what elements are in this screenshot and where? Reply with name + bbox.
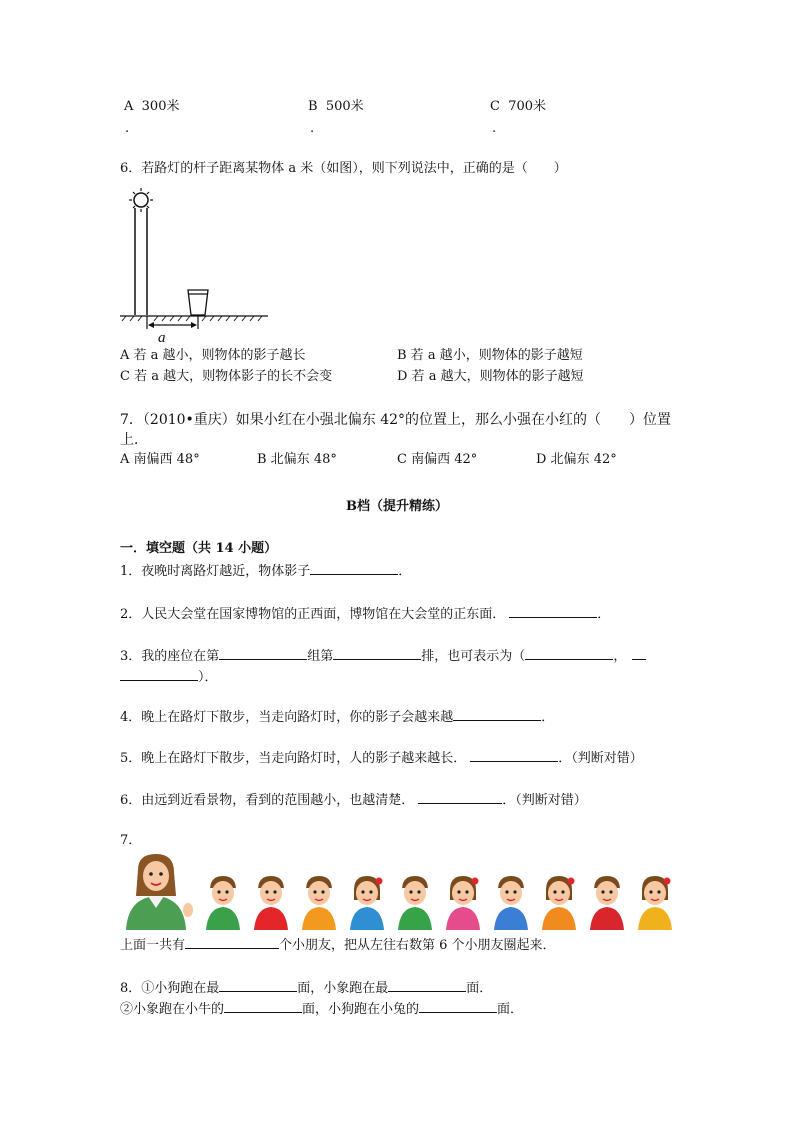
fill-question-3-cont: ）． [120,668,218,686]
fill-question-7: 上面一共有 个小朋友，把从左往右数第 6 个小朋友圈起来． [120,938,556,953]
q7-stem-line1: 7．（2010•重庆）如果小红在小强北偏东 42°的位置上，那么小强在小红的（ ）位置 [120,412,672,428]
child-figure [296,874,342,930]
q7-option-a: A 南偏西 48° [120,452,200,467]
section-title: B档（提升精练） [346,499,448,514]
answer-blank[interactable] [219,979,297,992]
q6-option-b: B 若 a 越小，则物体的影子越短 [397,348,583,363]
q5-option-a: A 300米 [124,99,180,114]
fill-question-5: 5．晚上在路灯下散步，当走向路灯时，人的影子越来越长． ．（判断对错） [120,751,643,766]
q7-option-b: B 北偏东 48° [257,452,337,467]
q5-option-b-dot: . [310,121,315,136]
child-figure [632,874,678,930]
q6-option-a: A 若 a 越小，则物体的影子越长 [120,348,306,363]
child-figure [248,874,294,930]
answer-blank[interactable] [388,979,466,992]
bucket-icon [188,290,208,315]
fill-question-8-line1: 8．①小狗跑在最 面，小象跑在最 面． [120,981,493,996]
ground-line [120,316,268,321]
q6-option-d: D 若 a 越大，则物体的影子越短 [397,369,584,384]
q6-stem: 6．若路灯的杆子距离某物体 a 米（如图），则下列说法中，正确的是（ ） [120,161,567,176]
answer-blank[interactable] [419,1000,497,1013]
q7-stem-line2: 上． [120,432,148,448]
answer-blank[interactable] [509,605,597,618]
fill-question-2: 2．人民大会堂在国家博物馆的正西面，博物馆在大会堂的正东面． ． [120,607,611,622]
answer-blank[interactable] [453,708,541,721]
answer-blank[interactable] [185,936,279,949]
q5-option-b: B 500米 [308,99,364,114]
answer-blank[interactable] [470,749,558,762]
child-figure [488,874,534,930]
answer-blank[interactable] [310,562,398,575]
child-figure [584,874,630,930]
child-figure [392,874,438,930]
answer-blank[interactable] [418,791,502,804]
answer-blank[interactable] [120,668,198,681]
fill-question-4: 4．晚上在路灯下散步，当走向路灯时，你的影子会越来越 ． [120,710,555,725]
fill-question-7-number: 7． [120,833,142,848]
answer-blank[interactable] [632,647,646,660]
streetlight-figure [118,186,270,346]
q5-option-a-dot: . [125,121,130,136]
fill-question-8-line2: ②小象跑在小牛的 面，小狗跑在小兔的 面． [120,1002,524,1017]
answer-blank[interactable] [525,647,613,660]
q5-option-c: C 700米 [490,99,547,114]
answer-blank[interactable] [333,647,421,660]
child-figure [536,874,582,930]
q5-option-c-dot: . [492,121,497,136]
child-figure [344,874,390,930]
fill-question-3: 3．我的座位在第 组第 排，也可表示为（ ， [120,647,646,665]
distance-label-a: a [158,330,166,346]
lamp-pole [135,208,147,315]
q7-option-d: D 北偏东 42° [536,452,617,467]
fill-question-1: 1．夜晚时离路灯越近，物体影子 ． [120,564,412,579]
part-heading: 一．填空题（共 14 小题） [120,541,278,556]
lamp-icon [129,188,153,212]
teacher-figure [118,852,196,930]
child-figure [200,874,246,930]
answer-blank[interactable] [219,647,307,660]
child-figure [440,874,486,930]
q6-option-c: C 若 a 越大，则物体影子的长不会变 [120,369,333,384]
fill-question-6: 6．由远到近看景物，看到的范围越小，也越清楚． ．（判断对错） [120,793,587,808]
answer-blank[interactable] [224,1000,302,1013]
children-illustration [118,852,694,930]
q7-option-c: C 南偏西 42° [397,452,478,467]
